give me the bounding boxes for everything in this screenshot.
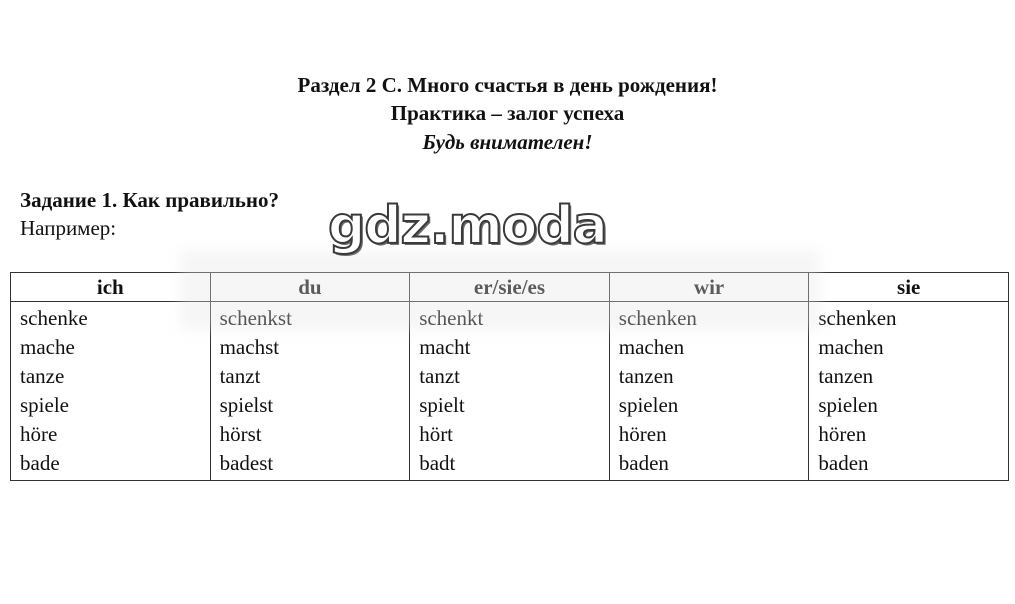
table-cell: mache: [11, 333, 211, 362]
table-row: [11, 362, 1009, 391]
table-cell: machen: [809, 333, 1009, 362]
table-cell: schenke: [11, 302, 211, 334]
header-sie: sie: [809, 273, 1009, 302]
table-cell: machen: [609, 333, 809, 362]
table-cell: hören: [809, 420, 1009, 449]
table-cell: badt: [410, 449, 610, 481]
table-row: [11, 333, 1009, 362]
header-du: du: [210, 273, 410, 302]
example-label: Например:: [20, 216, 117, 240]
table-cell: tanze: [11, 362, 211, 391]
table-cell: schenkt: [410, 302, 610, 334]
table-row: [11, 449, 1009, 481]
conjugation-table: [10, 272, 1009, 481]
section-title: Раздел 2 С. Много счастья в день рождения!: [297, 73, 718, 97]
header-er-sie-es: er/sie/es: [410, 273, 610, 302]
table-row: [11, 420, 1009, 449]
table-cell: baden: [809, 449, 1009, 481]
table-cell: baden: [609, 449, 809, 481]
table-cell: schenkst: [210, 302, 410, 334]
table-cell: tanzen: [809, 362, 1009, 391]
table-cell: macht: [410, 333, 610, 362]
header-ich: ich: [11, 273, 211, 302]
table-cell: schenken: [609, 302, 809, 334]
section-subtitle: Практика – залог успеха: [390, 101, 625, 125]
table-cell: höre: [11, 420, 211, 449]
table-cell: bade: [11, 449, 211, 481]
table-cell: schenken: [809, 302, 1009, 334]
table-cell: spielen: [809, 391, 1009, 420]
header-wir: wir: [609, 273, 809, 302]
section-motto: Будь внимателен!: [422, 130, 593, 154]
table-cell: tanzt: [210, 362, 410, 391]
table-cell: spielst: [210, 391, 410, 420]
table-row: [11, 302, 1009, 334]
table-cell: tanzen: [609, 362, 809, 391]
table-row: [11, 391, 1009, 420]
table-cell: hörst: [210, 420, 410, 449]
table-cell: hört: [410, 420, 610, 449]
table-cell: machst: [210, 333, 410, 362]
task-title: Задание 1. Как правильно?: [20, 188, 279, 212]
table-cell: badest: [210, 449, 410, 481]
table-cell: hören: [609, 420, 809, 449]
watermark-logo: gdz.moda: [328, 196, 607, 256]
table-cell: spiele: [11, 391, 211, 420]
table-cell: spielt: [410, 391, 610, 420]
table-header-row: [11, 273, 1009, 302]
table-cell: spielen: [609, 391, 809, 420]
table-cell: tanzt: [410, 362, 610, 391]
